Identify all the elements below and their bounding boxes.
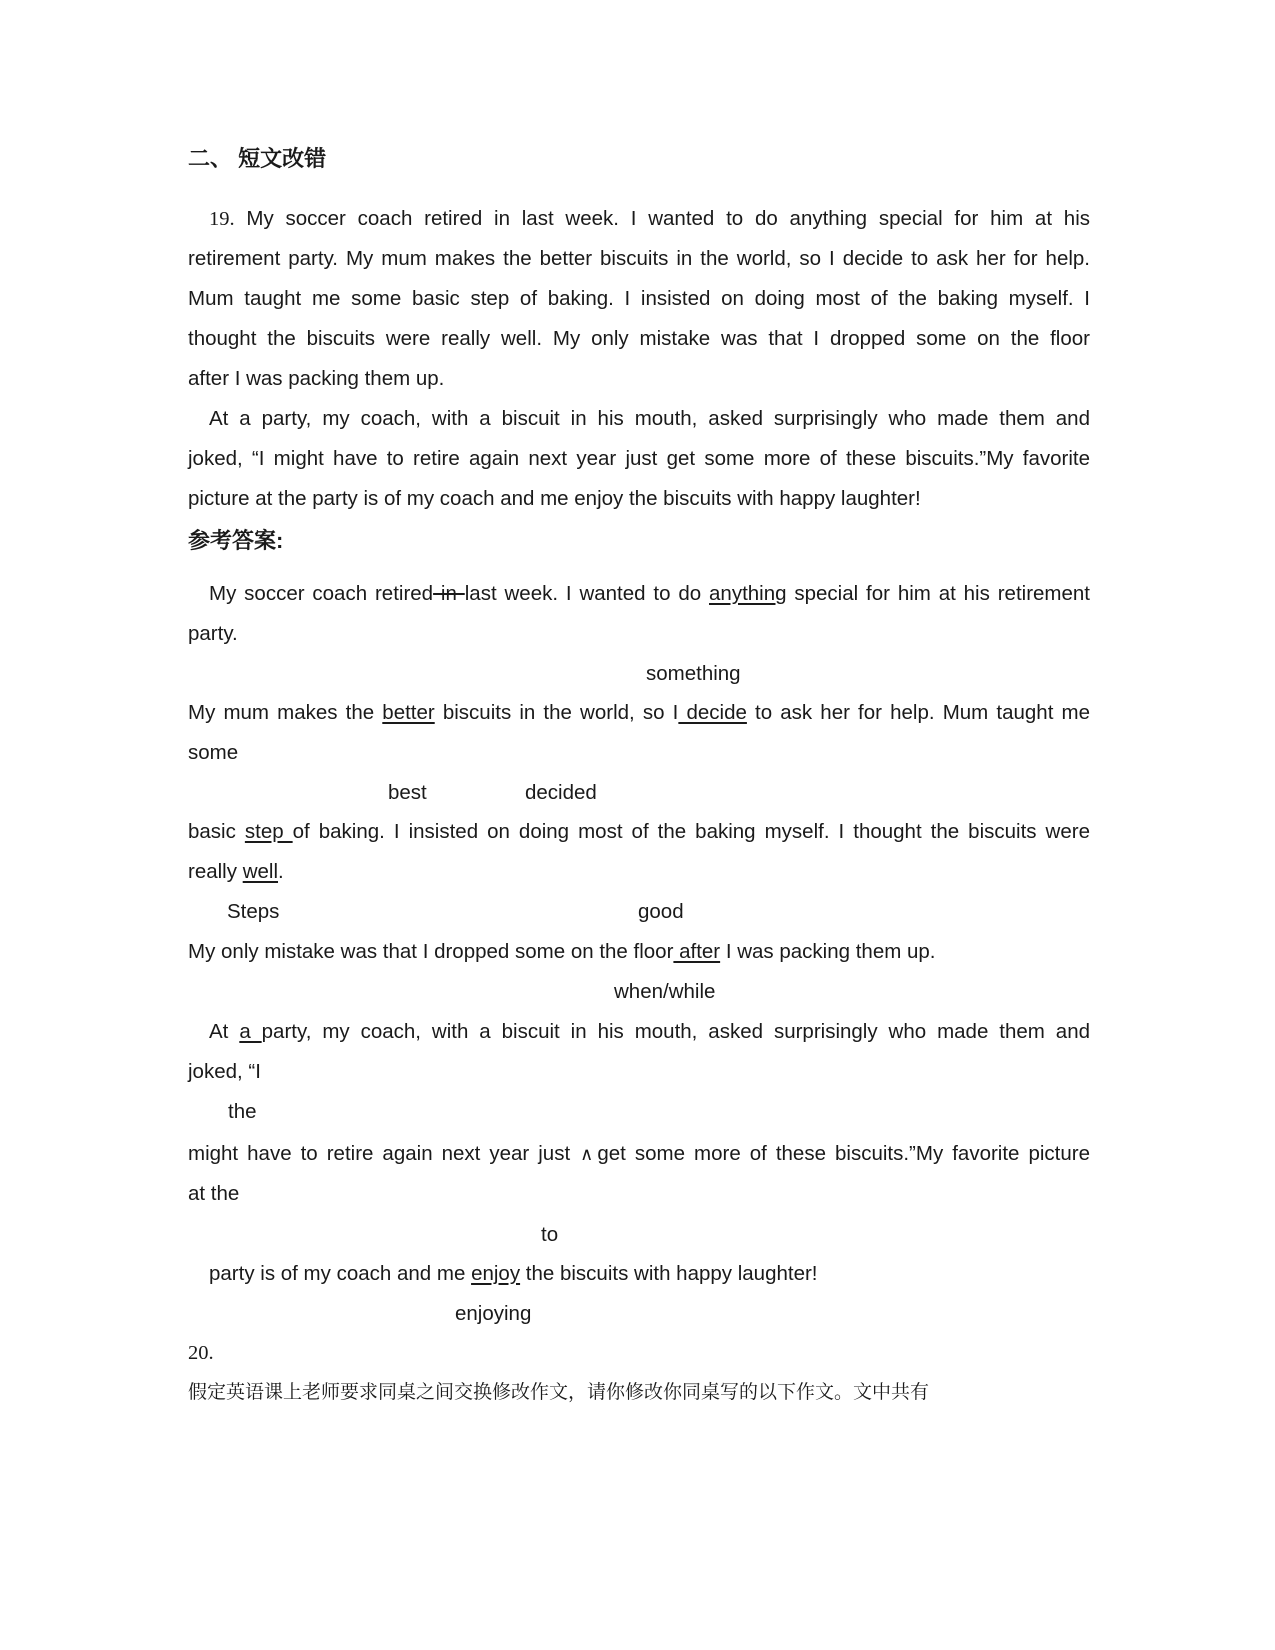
answer-line-10: might have to retire again next year just ∧ get some more of these biscuits.”My favorite picture (188, 1140, 1090, 1168)
answer-line-7: My only mistake was that I dropped some on the floor after I was packing them up. (188, 940, 936, 963)
answer-line-5: basic step of baking. I insisted on doing most of the baking myself. I thought the biscuits were (188, 820, 1090, 843)
error-word: well (242, 860, 279, 883)
insertion-caret-icon: ∧ (580, 1144, 594, 1164)
error-word: decide (678, 701, 747, 724)
answer-line-4: some (188, 741, 239, 764)
q19-line-6: At a party, my coach, with a biscuit in his mouth, asked surprisingly who made them and (209, 407, 1090, 430)
error-word: better (382, 701, 435, 724)
q19-line-7: joked, “I might have to retire again next year just get some more of these biscuits.”My favorite (188, 447, 1090, 470)
correction-good: good (638, 900, 684, 923)
q19-line-5: after I was packing them up. (188, 367, 445, 390)
q19-line-2: retirement party. My mum makes the better biscuits in the world, so I decide to ask her for help. (188, 247, 1090, 270)
answer-line-3: My mum makes the better biscuits in the world, so I decide to ask her for help. Mum taught me (188, 701, 1090, 724)
answer-heading: 参考答案: (188, 528, 284, 553)
q20-number: 20. (188, 1342, 214, 1364)
error-word: step (244, 820, 293, 843)
correction-something: something (646, 662, 741, 685)
q19-line-1: 19. My soccer coach retired in last week. I wanted to do anything special for him at his (209, 207, 1090, 230)
q19-line-8: picture at the party is of my coach and me enjoy the biscuits with happy laughter! (188, 487, 921, 510)
answer-line-6: really well. (188, 860, 284, 883)
correction-when-while: when/while (614, 980, 716, 1003)
answer-line-8: At a party, my coach, with a biscuit in his mouth, asked surprisingly who made them and (209, 1020, 1090, 1043)
error-word: a (239, 1020, 262, 1043)
error-word: anything (709, 582, 787, 605)
deleted-word: in (433, 582, 465, 605)
correction-the: the (228, 1100, 257, 1123)
correction-enjoying: enjoying (455, 1302, 532, 1325)
answer-line-1: My soccer coach retired in last week. I wanted to do anything special for him at his retirement (209, 582, 1090, 605)
error-word: enjoy (471, 1262, 521, 1285)
correction-steps: Steps (227, 900, 280, 923)
q19-line-4: thought the biscuits were really well. My only mistake was that I dropped some on the floor (188, 327, 1090, 350)
correction-best: best (388, 781, 427, 804)
q20-text: 假定英语课上老师要求同桌之间交换修改作文，请你修改你同桌写的以下作文。文中共有 (188, 1381, 930, 1403)
q19-line-3: Mum taught me some basic step of baking. I insisted on doing most of the baking myself. I (188, 287, 1090, 310)
answer-line-2: party. (188, 622, 238, 645)
correction-decided: decided (525, 781, 597, 804)
section-heading: 二、 短文改错 (188, 146, 327, 171)
error-word: after (673, 940, 721, 963)
correction-to: to (541, 1223, 559, 1246)
q19-number: 19. (209, 208, 235, 230)
answer-line-11: at the (188, 1182, 240, 1205)
answer-line-12: party is of my coach and me enjoy the biscuits with happy laughter! (209, 1262, 818, 1285)
answer-line-9: joked, “I (188, 1060, 261, 1083)
